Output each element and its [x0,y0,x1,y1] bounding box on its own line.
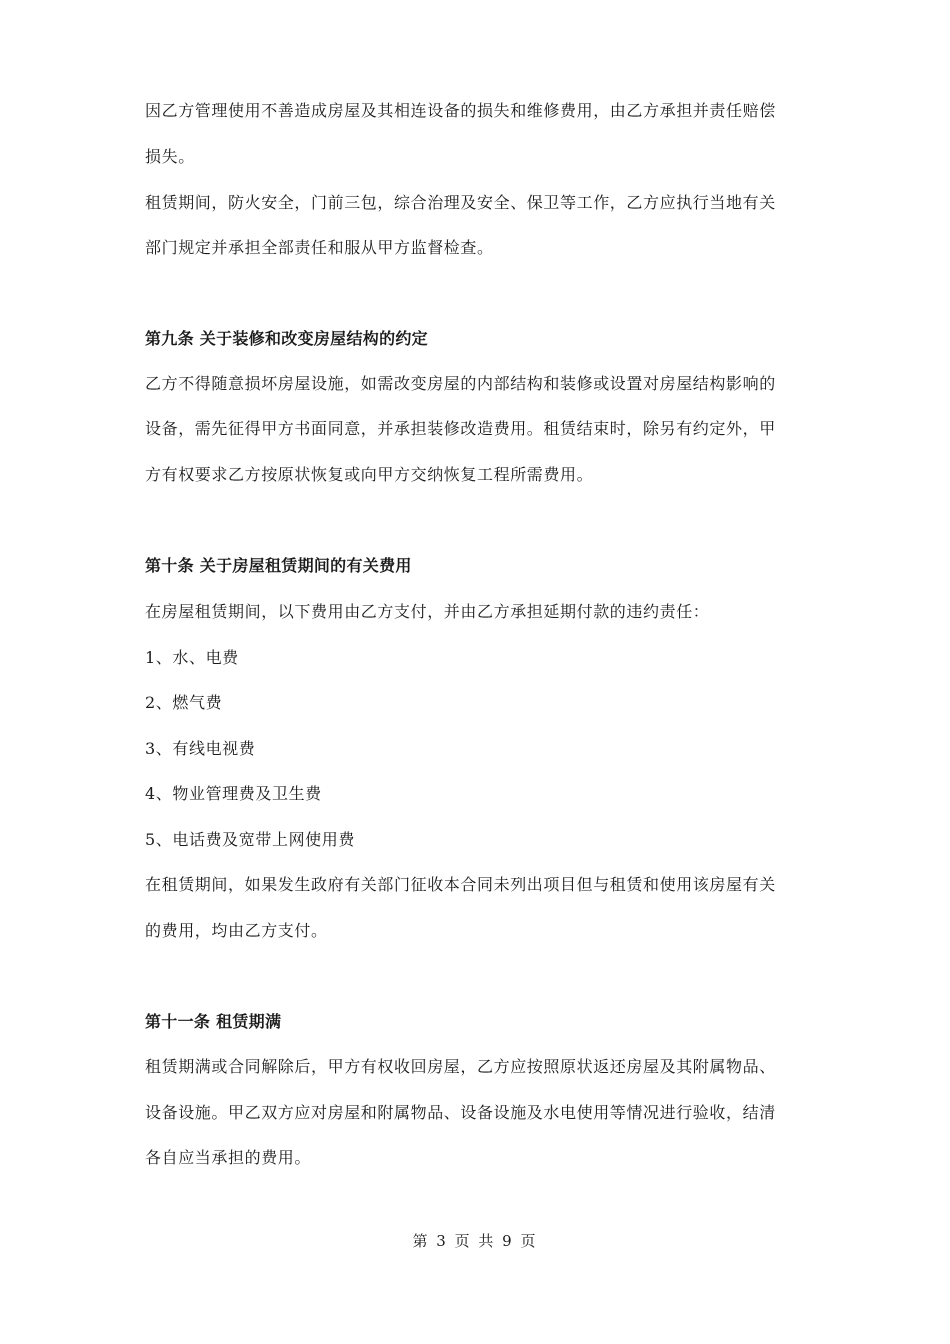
article-10-heading: 第十条 关于房屋租赁期间的有关费用 [145,556,412,575]
list-item: 1、水、电费 [145,648,239,667]
paragraph-line: 设备，需先征得甲方书面同意，并承担装修改造费用。租赁结束时，除另有约定外，甲 [145,419,776,438]
paragraph-line: 的费用，均由乙方支付。 [145,921,328,940]
paragraph-line: 设备设施。甲乙双方应对房屋和附属物品、设备设施及水电使用等情况进行验收，结清 [145,1103,776,1122]
paragraph-line: 在租赁期间，如果发生政府有关部门征收本合同未列出项目但与租赁和使用该房屋有关 [145,875,776,894]
list-item: 2、燃气费 [145,693,223,712]
paragraph-line: 租赁期满或合同解除后，甲方有权收回房屋，乙方应按照原状返还房屋及其附属物品、 [145,1057,776,1076]
article-11-heading: 第十一条 租赁期满 [145,1012,282,1031]
paragraph-line: 因乙方管理使用不善造成房屋及其相连设备的损失和维修费用，由乙方承担并责任赔偿 [145,101,776,120]
paragraph-line: 在房屋租赁期间，以下费用由乙方支付，并由乙方承担延期付款的违约责任： [145,602,710,621]
page-number-footer: 第 3 页 共 9 页 [412,1232,538,1250]
paragraph-line: 方有权要求乙方按原状恢复或向甲方交纳恢复工程所需费用。 [145,465,594,484]
article-9-heading: 第九条 关于装修和改变房屋结构的约定 [145,329,428,348]
paragraph-line: 租赁期间，防火安全，门前三包，综合治理及安全、保卫等工作，乙方应执行当地有关 [145,193,776,212]
paragraph-line: 乙方不得随意损坏房屋设施，如需改变房屋的内部结构和装修或设置对房屋结构影响的 [145,374,776,393]
paragraph-line: 部门规定并承担全部责任和服从甲方监督检查。 [145,238,494,257]
paragraph-line: 各自应当承担的费用。 [145,1148,312,1167]
list-item: 5、电话费及宽带上网使用费 [145,830,355,849]
paragraph-line: 损失。 [145,147,195,166]
list-item: 3、有线电视费 [145,739,256,758]
list-item: 4、物业管理费及卫生费 [145,784,322,803]
